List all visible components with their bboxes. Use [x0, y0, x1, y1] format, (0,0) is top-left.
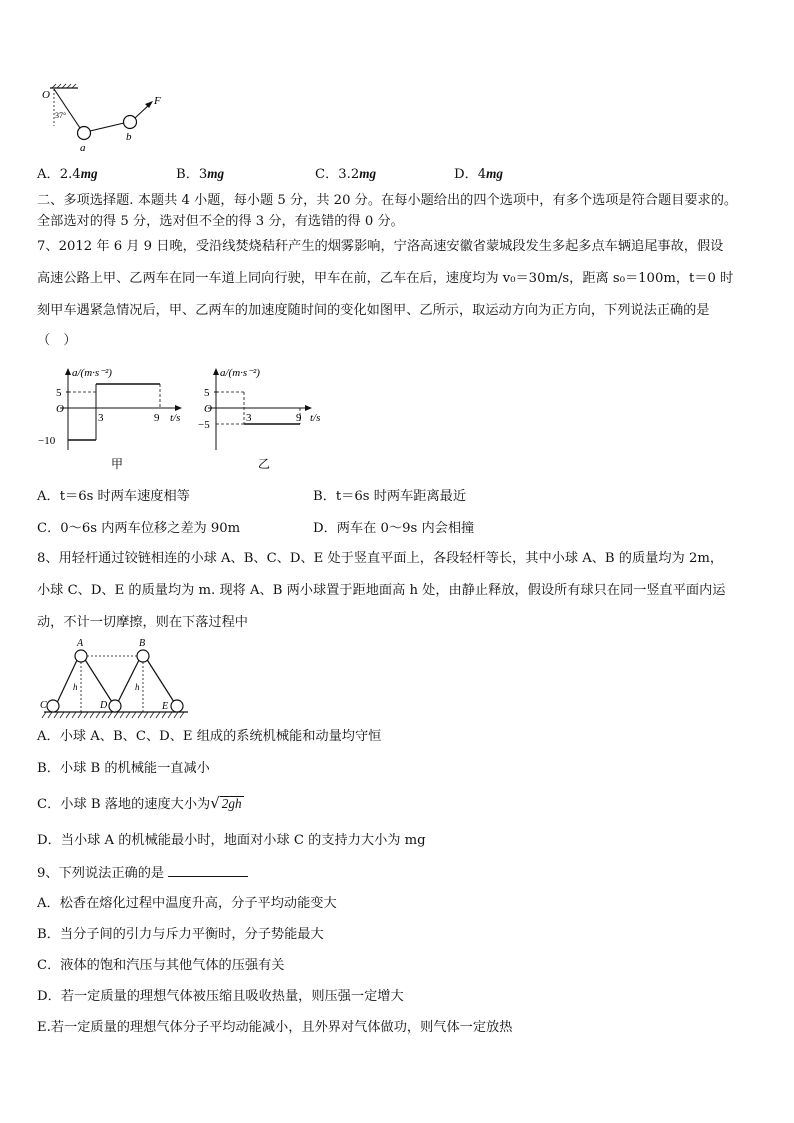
q9-option-b: B．当分子间的引力与斥力平衡时，分子势能最大	[37, 927, 324, 942]
q9-option-e: E.若一定质量的理想气体分子平均动能减小，且外界对气体做功，则气体一定放热	[37, 1020, 513, 1035]
q9-stem: 9、下列说法正确的是	[37, 864, 248, 883]
q8-figure-svg	[36, 634, 196, 722]
q8-option-c: C．小球 B 落地的速度大小为√ 2gh	[37, 794, 242, 812]
yi-tick-3: 3	[246, 412, 252, 424]
q7-graph-yi-svg	[200, 364, 360, 476]
q7-paren: （ ）	[37, 333, 77, 348]
q7-graph-jia	[36, 364, 206, 476]
yi-caption: 乙	[258, 457, 271, 471]
q8-label-A: A	[77, 638, 84, 649]
jia-ylabel: a/(m·s⁻²)	[72, 367, 112, 379]
q8-label-h2: h	[135, 682, 140, 692]
jia-tick-3: 3	[98, 412, 104, 424]
q6-option-d: D．4mg	[454, 166, 504, 182]
q8-option-b: B．小球 B 的机械能一直减小	[37, 761, 210, 776]
q7-option-b: B．t＝6s 时两车距离最近	[313, 489, 467, 504]
q7-line3: 刻甲车遇紧急情况后，甲、乙两车的加速度随时间的变化如图甲、乙所示，取运动方向为正方向，下列说法正确的是	[37, 303, 710, 318]
label-a: a	[80, 142, 86, 154]
jia-xlabel: t/s	[170, 412, 181, 424]
q7-option-c: C．0～6s 内两车位移之差为 90m	[37, 521, 241, 536]
yi-tick-m5: −5	[198, 419, 210, 431]
q8-line2: 小球 C、D、E 的质量均为 m. 现将 A、B 两小球置于距地面高 h 处，由静止释放，假设所有球只在同一竖直平面内运	[37, 583, 726, 598]
q8-label-D: D	[100, 700, 108, 711]
q7-option-d: D．两车在 0～9s 内会相撞	[313, 521, 475, 536]
q8-option-a: A．小球 A、B、C、D、E 组成的系统机械能和动量均守恒	[37, 729, 382, 744]
label-angle: 37°	[55, 111, 67, 120]
q8-line1: 8、用轻杆通过铰链相连的小球 A、B、C、D、E 处于竖直平面上，各段轻杆等长，其中小球 A、B 的质量均为 2m，	[37, 551, 724, 566]
jia-tick-m10: −10	[38, 435, 56, 447]
yi-tick-5: 5	[204, 387, 210, 399]
jia-origin: O	[56, 403, 64, 415]
yi-ylabel: a/(m·s⁻²)	[220, 367, 260, 379]
yi-origin: O	[204, 403, 212, 415]
jia-caption: 甲	[111, 457, 124, 471]
q7-line2: 高速公路上甲、乙两车在同一车道上同向行驶，甲车在前，乙车在后，速度均为 v₀＝30m/s，距离 s₀＝100m，t＝0 时	[37, 271, 734, 286]
q8-option-d: D．当小球 A 的机械能最小时，地面对小球 C 的支持力大小为 mg	[37, 833, 426, 848]
section2-line2: 全部选对的得 5 分，选对但不全的得 3 分，有选错的得 0 分。	[37, 214, 404, 229]
label-O: O	[42, 89, 50, 101]
q7-graph-jia-svg	[36, 364, 206, 476]
q7-graph-yi	[200, 364, 360, 476]
yi-tick-9: 9	[296, 412, 302, 424]
q8-figure	[36, 634, 196, 722]
q7-option-a: A．t＝6s 时两车速度相等	[37, 489, 190, 504]
q8-label-B: B	[139, 638, 146, 649]
q9-option-a: A．松香在熔化过程中温度升高，分子平均动能变大	[37, 896, 337, 911]
jia-tick-9: 9	[154, 412, 160, 424]
q6-option-c: C．3.2mg	[315, 166, 377, 182]
section2-line1: 二、多项选择题. 本题共 4 小题，每小题 5 分，共 20 分。在每小题给出的四个选项中，有多个选项是符合题目要求的。	[37, 193, 738, 208]
q8-label-E: E	[162, 701, 169, 712]
q8-label-C: C	[40, 700, 47, 711]
jia-tick-5: 5	[56, 387, 62, 399]
q9-answer-blank	[168, 864, 248, 877]
q8-line3: 动，不计一切摩擦，则在下落过程中	[37, 615, 248, 630]
q6-option-b: B．3mg	[176, 166, 225, 182]
q9-option-c: C．液体的饱和汽压与其他气体的压强有关	[37, 958, 285, 973]
q6-figure-svg	[36, 84, 176, 156]
yi-xlabel: t/s	[310, 412, 321, 424]
label-b: b	[126, 131, 132, 143]
q6-option-a: A．2.4mg	[37, 166, 98, 182]
q9-option-d: D．若一定质量的理想气体被压缩且吸收热量，则压强一定增大	[37, 989, 404, 1004]
q8-label-h1: h	[73, 682, 78, 692]
q8-option-c-text: C．小球 B 落地的速度大小为	[37, 797, 211, 812]
label-F: F	[154, 95, 161, 107]
q8-option-c-sqrt: 2gh	[221, 796, 242, 811]
q7-line1: 7、2012 年 6 月 9 日晚，受沿线焚烧秸秆产生的烟雾影响，宁洛高速安徽省蒙城段发生多起多点车辆追尾事故，假设	[37, 239, 724, 254]
q6-figure	[36, 84, 176, 156]
